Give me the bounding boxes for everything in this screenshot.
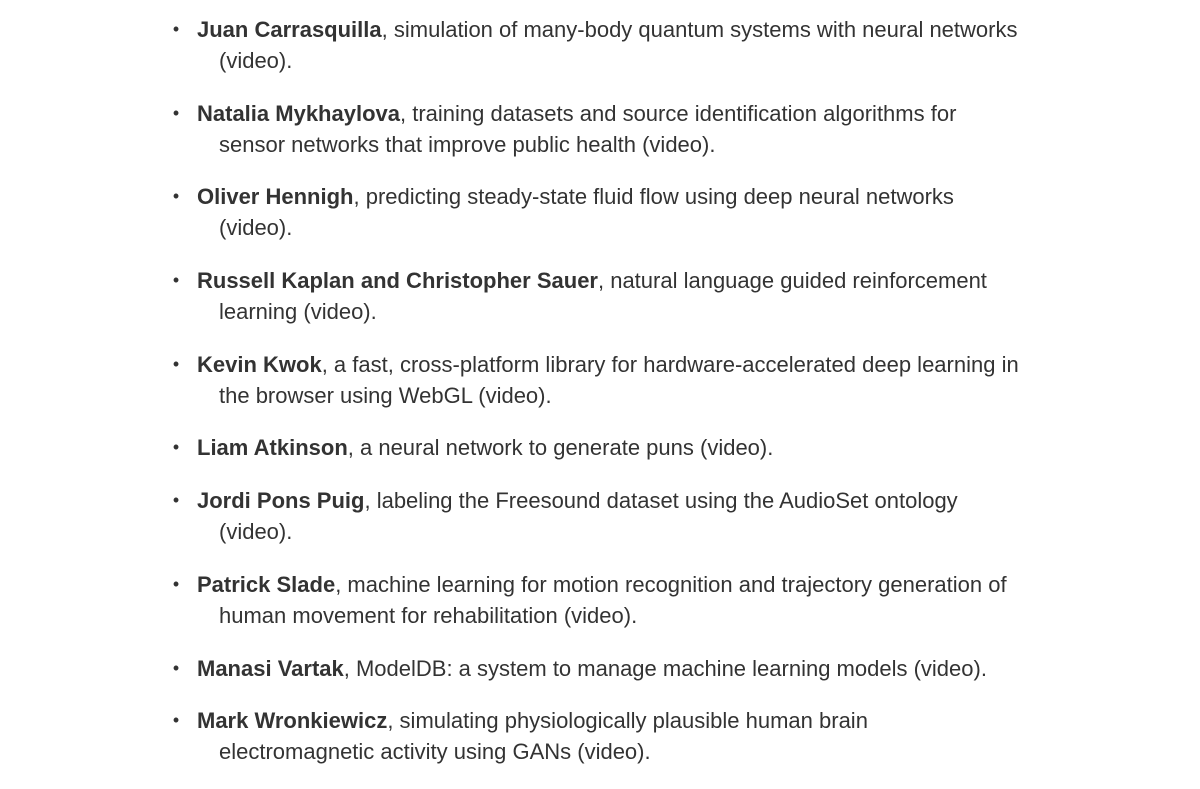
bullet-icon: •	[172, 102, 180, 123]
list-item	[172, 349, 1027, 411]
project-description: , a neural network to generate puns (video).	[347, 435, 774, 461]
scholar-name: Kevin Kwok	[197, 351, 322, 377]
project-description: , training datasets and source identification algorithms for sensor networks that improve public health (video).	[219, 100, 957, 157]
project-description: , predicting steady-state fluid flow using deep neural networks (video).	[219, 184, 954, 241]
bullet-icon: •	[172, 573, 180, 594]
list-item	[172, 181, 1027, 243]
project-description: , natural language guided reinforcement learning (video).	[219, 268, 987, 325]
scholar-name: Juan Carrasquilla	[197, 17, 382, 42]
scholar-name: Natalia Mykhaylova	[197, 100, 400, 126]
list-item	[172, 705, 1027, 767]
list-item	[172, 14, 1027, 76]
project-description: , a fast, cross-platform library for hardware-accelerated deep learning in the browser using WebGL (video).	[219, 351, 1019, 408]
bullet-icon: •	[172, 270, 180, 291]
list-item	[172, 265, 1027, 327]
scholar-name: Manasi Vartak	[197, 655, 344, 681]
list-item	[172, 98, 1027, 160]
bullet-icon: •	[172, 657, 180, 678]
project-description: , labeling the Freesound dataset using the AudioSet ontology (video).	[219, 488, 958, 545]
list-item	[172, 569, 1027, 631]
scholar-name: Mark Wronkiewicz	[197, 708, 388, 734]
bullet-icon: •	[172, 490, 180, 511]
list-item	[172, 432, 1027, 463]
scholar-name: Russell Kaplan and Christopher Sauer	[197, 268, 598, 294]
scholar-name: Oliver Hennigh	[197, 184, 354, 210]
project-description: , ModelDB: a system to manage machine learning models (video).	[343, 655, 987, 681]
list-item	[172, 485, 1027, 547]
scholar-name: Patrick Slade	[197, 571, 336, 597]
bullet-icon: •	[172, 710, 180, 731]
bullet-icon: •	[172, 353, 180, 374]
project-description: , simulating physiologically plausible human brain electromagnetic activity using GANs (video).	[219, 708, 868, 765]
scholar-name: Liam Atkinson	[197, 435, 348, 461]
bullet-icon: •	[172, 19, 180, 39]
bullet-icon: •	[172, 437, 180, 458]
bullet-icon: •	[172, 186, 180, 207]
project-description: , simulation of many-body quantum systems with neural networks (video).	[219, 17, 1018, 73]
list-item	[172, 653, 1027, 684]
scholar-name: Jordi Pons Puig	[197, 488, 365, 514]
project-description: , machine learning for motion recognition and trajectory generation of human movement for rehabilitation (video).	[219, 571, 1007, 628]
scholar-list	[172, 14, 1027, 789]
